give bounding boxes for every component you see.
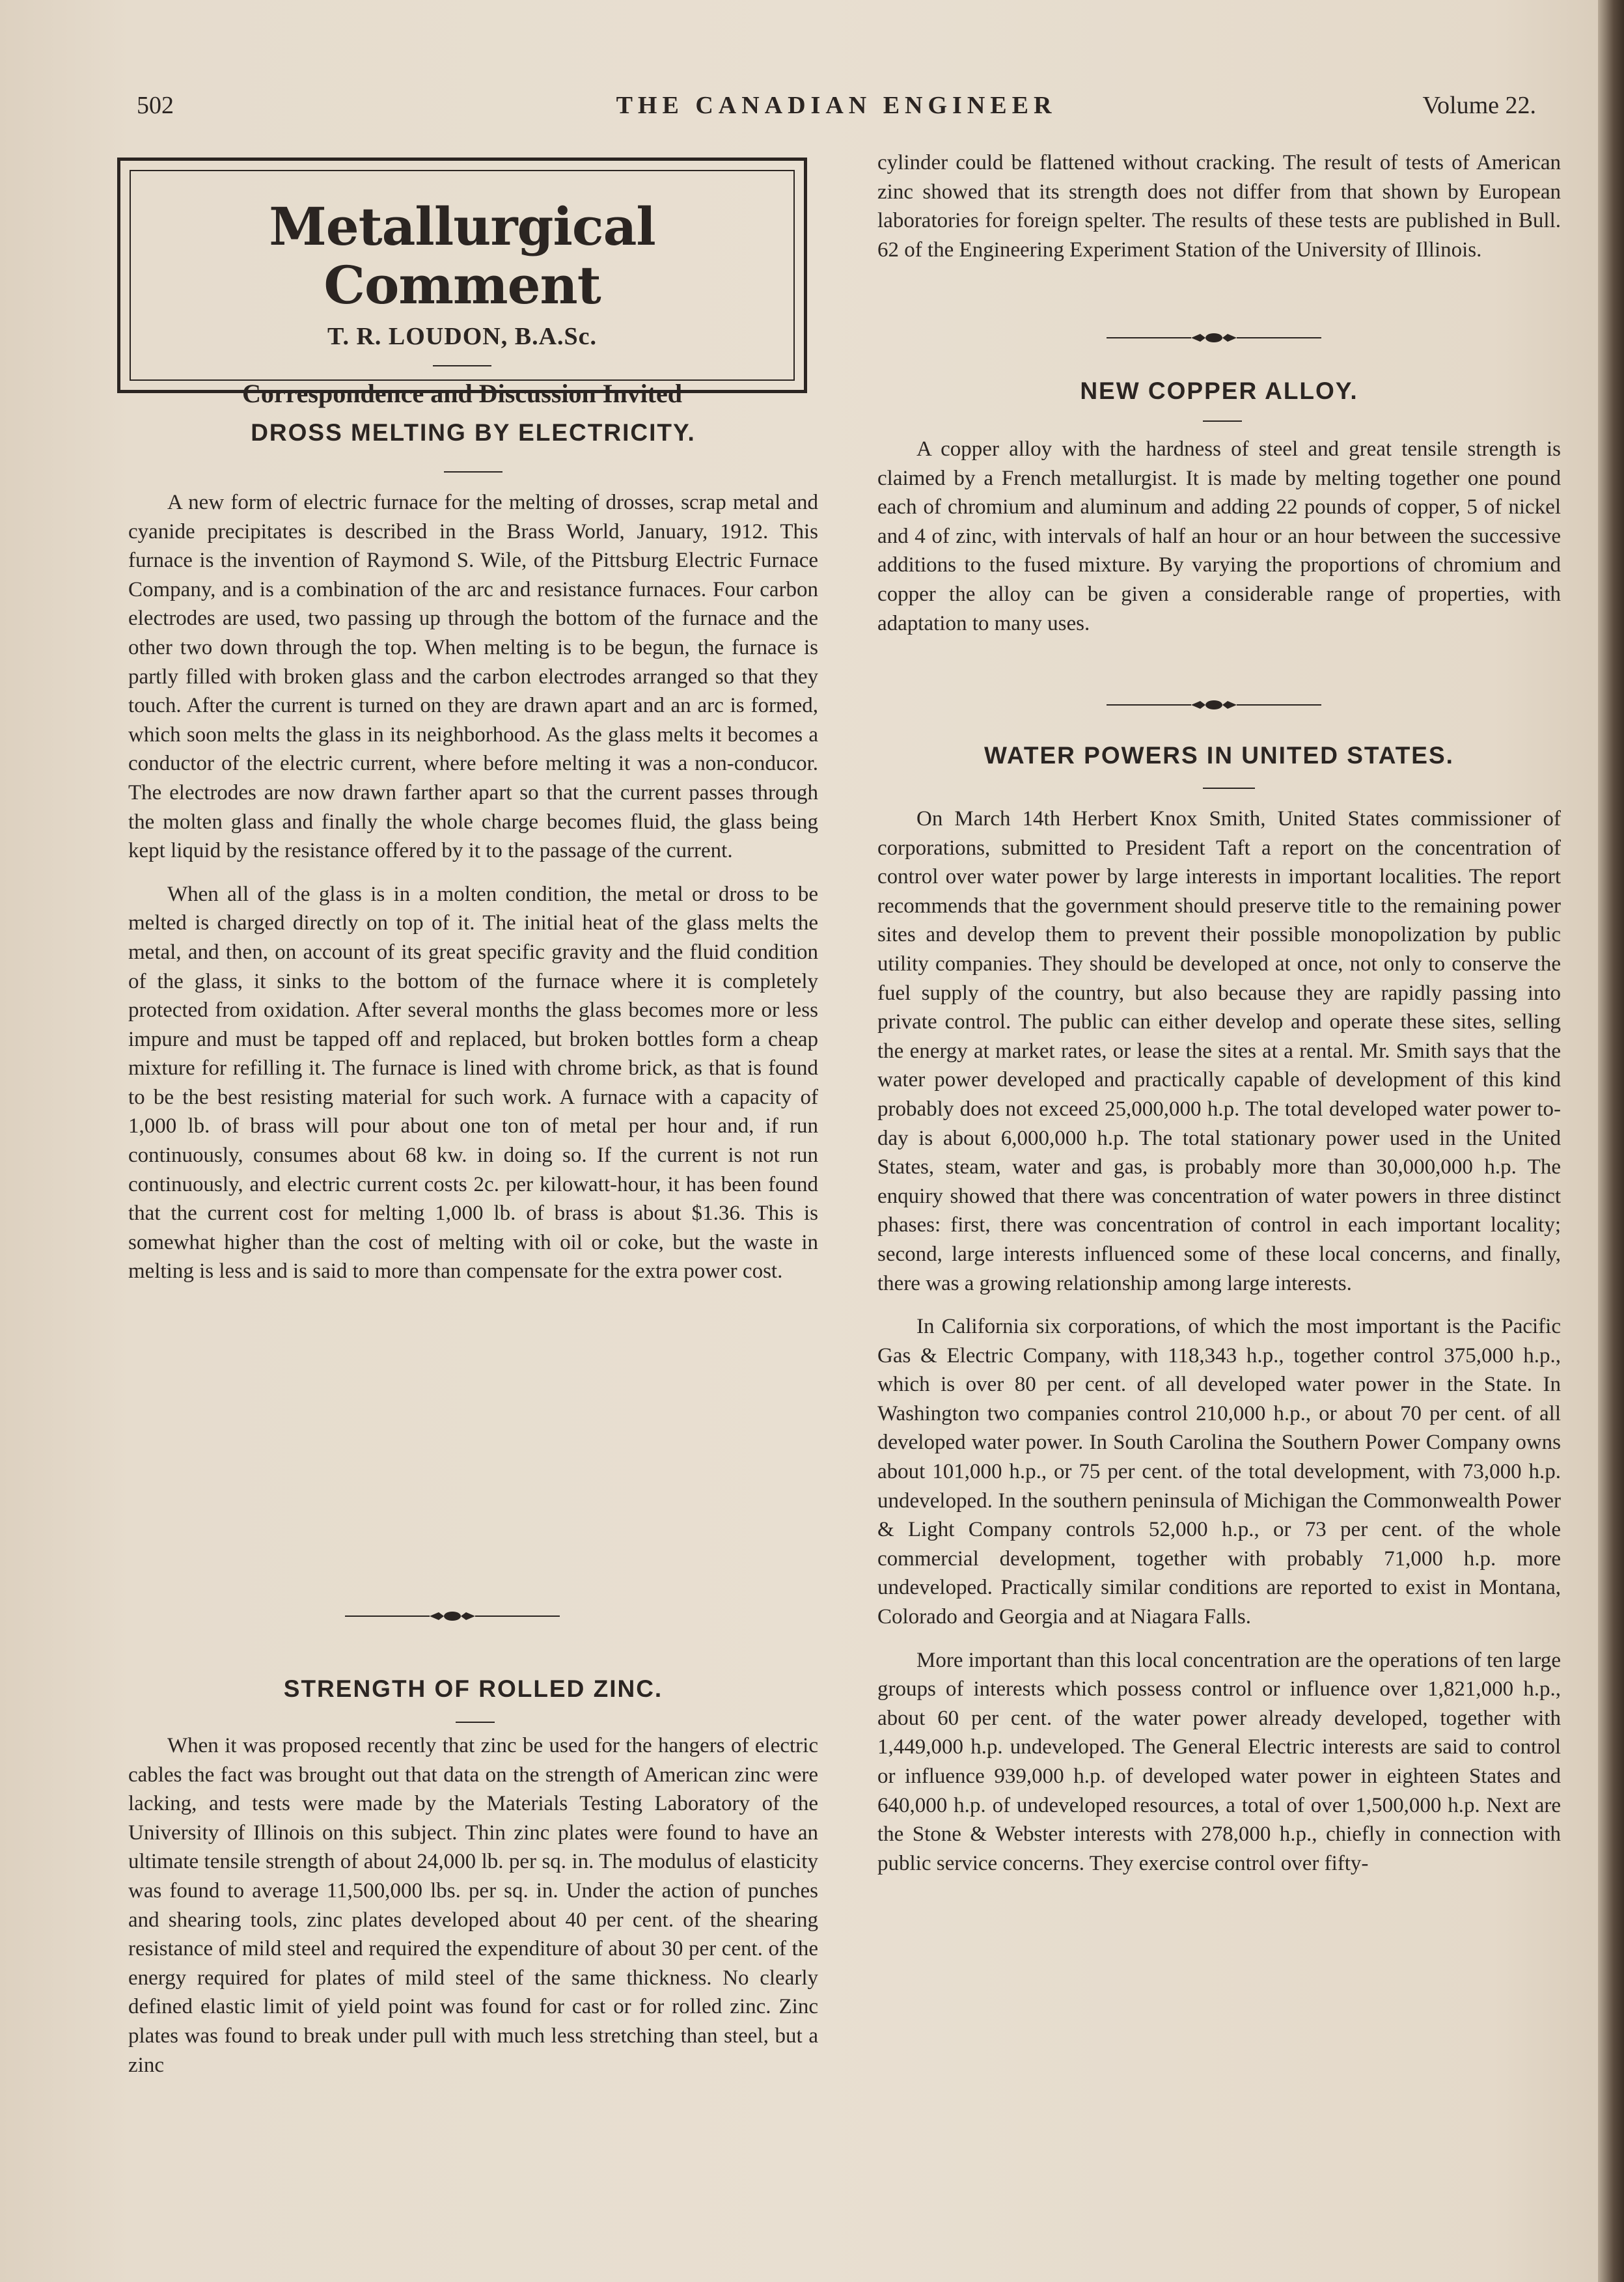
water-paragraph-3: More important than this local concentration are the operations of ten large groups of interests which possess control or influence over 1,821,000 h.p., about 60 per cent. of the water power already developed, together with 1,449,000 h.p. undeveloped. The General Electric interests are said to control or influence 939,000 h.p. of developed water power in eighteen States and 640,000 h.p. of undeveloped resources, a total of over 1,500,000 h.p. Next are the Stone & Webster interests with 278,000 h.p., chiefly in connection with public service concerns. They exercise control over fifty- [877,1648,1561,1875]
section-ornament [1107,332,1321,344]
dross-paragraph-1: A new form of electric furnace for the melting of drosses, scrap metal and cyanide precipitates is described in the Brass World, January, 1912. This furnace is the invention of Raymond S. Wile, of the Pittsburg Electric Furnace Company, and is a combination of the arc and resistance furnaces. Four carbon electrodes are used, two passing up through the bottom of the furnace and the other two down through the top. When melting is to be begun, the furnace is partly filled with broken glass and the carbon electrodes arranged so that they touch. After the current is turned on they are drawn apart and an arc is formed, which soon melts the glass in its neighborhood. As the glass melts it becomes a conductor of the electric current, where before melting it was a non-conducor. The electrodes are now drawn farther apart so that the current passes through the molten glass and finally the whole charge becomes fluid, the glass being kept liquid by the resistance offered by it to the passage of the current. [128,491,818,863]
water-paragraph-2: In California six corporations, of which the most important is the Pacific Gas & Electric Company, with 118,343 h.p., together control 375,000 h.p., which is over 80 per cent. of all developed water power in the State. In Washington two companies control 210,000 h.p., or about 70 per cent. of all developed water power. In South Carolina the Southern Power Company owns about 101,000 h.p., or 75 per cent. of the total development, with 73,000 h.p. undeveloped. In the southern peninsula of Michigan the Commonwealth Power & Light Company controls 52,000 h.p., or 73 per cent. of the whole commercial development, together with probably 71,000 h.p. more undeveloped. Practically similar conditions are reported to exist in Montana, Colorado and Georgia and at Niagara Falls. [877,1315,1561,1629]
water-article [877,804,1561,1878]
ornament-icon [1191,699,1237,711]
column-author: T. R. LOUDON, B.A.Sc. [327,323,598,350]
dross-heading-rule [444,471,502,473]
running-head [137,91,1536,130]
section-ornament [1107,699,1321,711]
water-heading: WATER POWERS IN UNITED STATES. [984,742,1454,769]
dross-paragraph-2: When all of the glass is in a molten condition, the metal or dross to be melted is charged directly on top of it. The initial heat of the glass melts the metal, and then, on account of its great specific gravity and the fluid condition of the glass, it sinks to the bottom of the furnace where it is completely protected from oxidation. After several months the glass becomes more or less impure and must be tapped off and replaced, but broken bottles form a cheap mixture for refilling it. The furnace is lined with chrome brick, as that is found to be the best resisting material for such work. A furnace with a capacity of 1,000 lb. of brass will pour about one ton of metal per hour and, if run continuously, consumes about 68 kw. in doing so. If the current is not run continuously, and electric current costs 2c. per kilowatt-hour, it has been found that the current cost for melting 1,000 lb. of brass is about $1.36. This is somewhat higher than the cost of melting with oil or coke, but the waste in melting is less and is said to more than compensate for the extra power cost. [128,882,818,1284]
ornament-icon [1191,332,1237,344]
zinc-continuation-paragraph: cylinder could be flattened without cracking. The result of tests of American zinc showed that its strength does not differ from that shown by European laboratories for foreign spelter. The results of these tests are published in Bull. 62 of the Engineering Experiment Station of the University of Illinois. [877,151,1561,262]
column-title-box-inner [130,170,795,408]
copper-article [877,435,1561,638]
page-number: 502 [137,92,174,119]
column-box-rule [433,365,491,366]
column-title-box [117,158,807,408]
copper-heading: NEW COPPER ALLOY. [1080,378,1358,404]
zinc-heading-rule [456,1722,495,1723]
zinc-paragraph-1: When it was proposed recently that zinc be used for the hangers of electric cables the fact was brought out that data on the strength of American zinc were lacking, and tests were made by the Materials Testing Laboratory of the University of Illinois on this subject. Thin zinc plates were found to have an ultimate tensile strength of about 24,000 lb. per sq. in. The modulus of elasticity was found to average 11,500,000 lbs. per sq. in. Under the action of punches and shearing tools, zinc plates developed about 40 per cent. of the shearing resistance of mild steel and required the expenditure of about 30 per cent. of the energy required for plates of mild steel of the same thickness. No clearly defined elastic limit of yield point was found for cast or for rolled zinc. Zinc plates was found to break under pull with much less stretching than steel, but a zinc [128,1734,818,2077]
zinc-heading: STRENGTH OF ROLLED ZINC. [283,1675,663,1702]
volume-label: Volume 22. [1422,92,1536,119]
copper-paragraph-1: A copper alloy with the hardness of steel and great tensile strength is claimed by a French metallurgist. It is made by melting together one pound each of chromium and aluminum and adding 22 pounds of copper, 5 of nickel and 4 of zinc, with intervals of half an hour or an hour between the successive additions to the fused mixture. By varying the proportions of chromium and copper the alloy can be given a considerable range of properties, with adaptation to many uses. [877,437,1561,635]
journal-title: THE CANADIAN ENGINEER [616,92,1057,119]
ornament-icon [430,1610,475,1622]
water-paragraph-1: On March 14th Herbert Knox Smith, United States commissioner of corporations, submitted to President Taft a report on the concentration of control over water power by large interests in important localities. The report recommends that the government should preserve title to the remaining power sites and develop them to prevent their possible monopolization by public utility companies. They should be developed at once, not only to conserve the fuel supply of the country, but also because they are rapidly passing into private control. The public can either develop and operate these sites, selling the energy at market rates, or lease the sites at a rental. Mr. Smith says that the water power developed and practically capable of development of this kind probably does not exceed 25,000,000 h.p. The total developed water power to-day is about 6,000,000 h.p. The total stationary power used in the United States, steam, water and gas, is probably more than 30,000,000 h.p. The enquiry showed that there was concentration of water powers in three distinct phases: first, there was concentration of control in each important locality; second, large interests influenced some of these local concerns, and finally, there was a growing relationship among large interests. [877,807,1561,1295]
column-title: Metallurgical Comment [269,196,655,316]
column-subtitle: Correspondence and Discussion Invited [241,379,683,408]
dross-article [128,488,818,1286]
book-spine-shadow [1598,0,1624,2282]
section-ornament [345,1610,560,1622]
water-heading-rule [1203,788,1255,789]
zinc-continuation [877,148,1561,264]
dross-heading: DROSS MELTING BY ELECTRICITY. [251,419,696,446]
copper-heading-rule [1203,420,1242,422]
zinc-article [128,1731,818,2080]
